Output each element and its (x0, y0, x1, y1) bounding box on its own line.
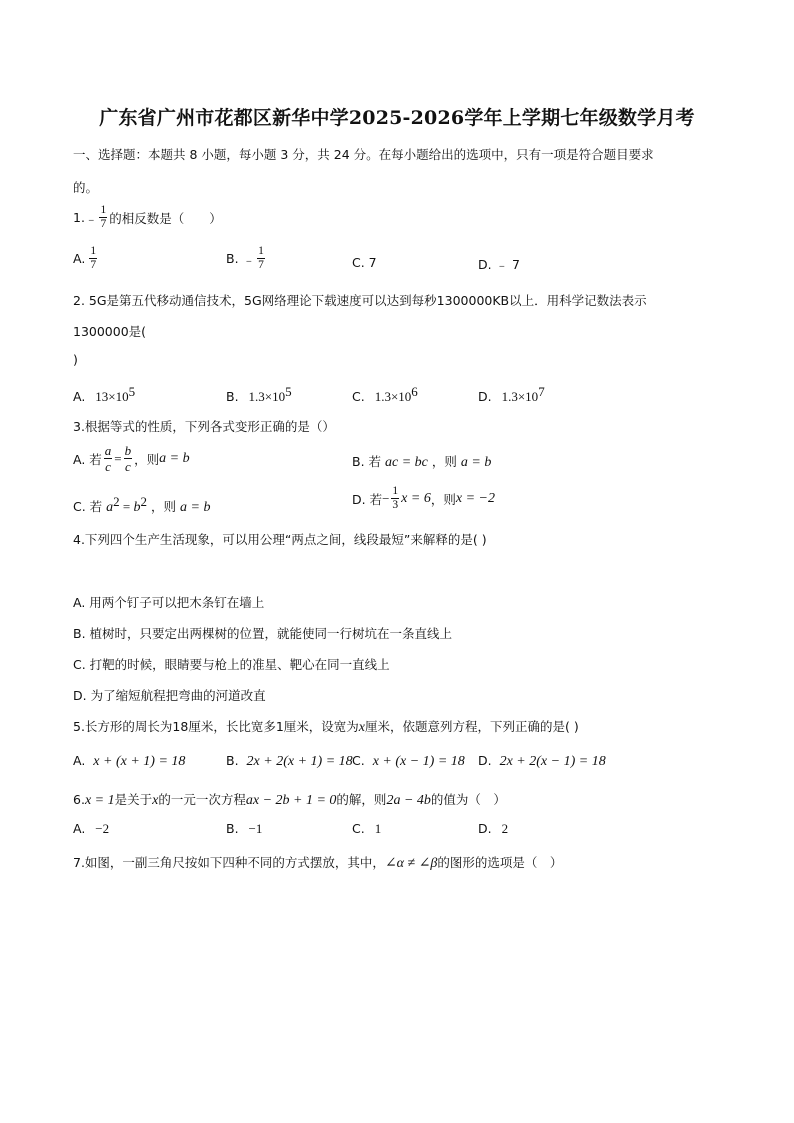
q3-option-c (73, 494, 210, 516)
q1-option-b (226, 245, 267, 272)
q1-option-b-neg: ﹣ (242, 251, 256, 267)
q3-option-b-label: B. 若 (352, 454, 382, 469)
q3-option-a-den1: c (105, 459, 111, 474)
q3-option-d-cond: x = 6 (401, 490, 431, 506)
q1-frac-den: 7 (100, 218, 107, 230)
q2-option-c-label: C. (352, 389, 365, 404)
q5-option-d-expr: 2x + 2(x − 1) = 18 (499, 754, 606, 769)
section-heading-line1: 一、选择题：本题共 8 小题，每小题 3 分，共 24 分。在每小题给出的选项中，只有一项是符合题目要求 (73, 147, 654, 162)
q3-option-d-then: ，则 (430, 491, 456, 507)
q6-option-d (478, 821, 508, 837)
question-2-line1: 2. 5G是第五代移动通信技术，5G网络理论下载速度可以达到每秒1300000KB以上．用科学记数法表示 (73, 293, 647, 308)
q3-option-a-num2: b (124, 443, 132, 458)
q2-option-b (226, 384, 292, 405)
q1-number: 1. (73, 210, 85, 225)
question-3-stem: 3.根据等式的性质，下列各式变形正确的是（） (73, 419, 335, 434)
q3-option-d (352, 485, 495, 512)
q1-option-a (73, 245, 99, 272)
q5-option-b (226, 753, 353, 770)
q3-option-a-frac2 (124, 443, 133, 474)
q7-stem-post: 的图形的选项是（ ） (437, 855, 563, 870)
q5-option-c-label: C. (352, 753, 365, 768)
q1-option-d: D. ﹣ 7 (478, 257, 520, 272)
q6-option-b-label: B. (226, 821, 239, 836)
q2-option-c (352, 384, 418, 405)
question-5-stem (73, 717, 579, 736)
q6-mid1: 是关于 (114, 792, 153, 807)
q4-option-c: C. 打靶的时候，眼睛要与枪上的准星、靶心在同一直线上 (73, 657, 390, 672)
q6-cond: x = 1 (84, 793, 115, 808)
question-2-line3: ) (73, 352, 78, 367)
q6-suffix: 的值为（ ） (430, 792, 506, 807)
q5-option-a (73, 753, 185, 770)
q6-option-c-label: C. (352, 821, 365, 836)
q6-option-b-value: −1 (248, 821, 263, 836)
q1-option-a-fraction (89, 245, 97, 272)
q2-option-b-label: B. (226, 389, 239, 404)
q3-option-d-result: x = −2 (455, 490, 495, 506)
q4-option-a: A. 用两个钉子可以把木条钉在墙上 (73, 595, 265, 610)
q6-mid3: 的解，则 (336, 792, 387, 807)
q2-option-d (478, 384, 545, 405)
q4-option-b: B. 植树时，只要定出两棵树的位置，就能使同一行树坑在一条直线上 (73, 626, 453, 641)
question-1-stem (73, 204, 222, 231)
q6-equation: ax − 2b + 1 = 0 (245, 793, 337, 808)
q3-option-c-exp-b: 2 (140, 494, 148, 509)
q3-option-d-label: D. 若 (352, 491, 383, 507)
q1-frac-num: 1 (100, 204, 107, 216)
q1-neg-sign: ﹣ (84, 210, 98, 226)
q7-angle-expr: ∠α ≠ ∠β (384, 856, 438, 871)
page-title: 广东省广州市花都区新华中学2025-2026学年上学期七年级数学月考 (99, 107, 695, 129)
q6-mid2: 的一元一次方程 (158, 792, 246, 807)
q3-option-d-neg: − (382, 490, 390, 506)
q5-option-b-expr: 2x + 2(x + 1) = 18 (246, 754, 353, 769)
question-4-stem: 4.下列四个生产生活现象，可以用公理“两点之间，线段最短”来解释的是( ) (73, 532, 487, 547)
q5-option-c-expr: x + (x − 1) = 18 (372, 754, 465, 769)
q3-option-a-label: A. 若 (73, 451, 102, 467)
q2-option-a-base: 13×10 (95, 389, 129, 404)
q1-option-a-den: 7 (90, 259, 97, 271)
q1-option-b-fraction (257, 245, 265, 272)
q3-option-c-eq: = (119, 499, 134, 514)
q6-option-d-label: D. (478, 821, 492, 836)
q3-option-c-exp-a: 2 (113, 494, 120, 509)
q3-option-b-cond: ac = bc (385, 455, 428, 470)
q6-expression: 2a − 4b (386, 793, 431, 808)
q3-option-b-then: ，则 (431, 454, 457, 469)
q3-option-d-num: 1 (392, 485, 399, 497)
q3-option-b (352, 452, 491, 471)
q2-option-d-base: 1.3×10 (501, 389, 539, 404)
q2-option-a-exp: 5 (128, 384, 136, 399)
q3-option-d-fraction (391, 485, 399, 512)
question-2-line2: 1300000是( (73, 324, 147, 339)
q5-option-d (478, 753, 606, 770)
q5-option-b-label: B. (226, 753, 239, 768)
q3-option-a-num1: a (104, 443, 112, 458)
q6-option-b (226, 821, 262, 837)
q6-variable: x (152, 793, 159, 808)
q4-option-d: D. 为了缩短航程把弯曲的河道改直 (73, 688, 266, 703)
q5-option-c (352, 753, 465, 770)
q2-option-d-label: D. (478, 389, 492, 404)
q6-prefix: 6. (73, 792, 85, 807)
q3-option-c-b: b (133, 500, 141, 515)
section-heading-line2: 的。 (73, 180, 99, 195)
question-6-stem (73, 790, 506, 809)
q1-suffix: 的相反数是（ ） (109, 210, 222, 226)
q5-stem-pre: 5.长方形的周长为18厘米，长比宽多1厘米，设宽为 (73, 719, 359, 734)
q3-option-c-then: ，则 (151, 499, 177, 514)
q3-option-c-result: a = b (180, 500, 211, 515)
q1-option-b-den: 7 (258, 259, 264, 271)
q6-option-c (352, 821, 381, 837)
q2-option-c-exp: 6 (411, 384, 418, 399)
q3-option-c-a: a (106, 500, 114, 515)
q2-option-a-label: A. (73, 389, 86, 404)
q5-stem-post: 厘米，依题意列方程，下列正确的是( ) (365, 719, 579, 734)
q5-option-a-expr: x + (x + 1) = 18 (93, 754, 186, 769)
q3-option-c-label: C. 若 (73, 499, 103, 514)
q3-option-a-eq: = (114, 450, 122, 466)
q6-option-d-value: 2 (501, 821, 509, 836)
q3-option-d-den: 3 (392, 499, 399, 511)
q3-option-a-frac1 (104, 443, 113, 474)
q3-option-a-then: ，则 (134, 451, 160, 467)
q1-option-a-label: A. (73, 251, 86, 266)
question-7-stem (73, 853, 562, 872)
q1-option-b-num: 1 (258, 245, 264, 257)
q6-option-a-label: A. (73, 821, 86, 836)
q3-option-a (73, 443, 190, 474)
q2-option-a (73, 384, 135, 405)
q5-option-a-label: A. (73, 753, 86, 768)
q6-option-c-value: 1 (374, 821, 382, 836)
q6-option-a-value: −2 (95, 821, 110, 836)
q1-option-a-num: 1 (90, 245, 97, 257)
q3-option-a-den2: c (124, 459, 131, 474)
q2-option-b-base: 1.3×10 (248, 389, 286, 404)
q5-variable: x (358, 720, 366, 735)
q2-option-b-exp: 5 (285, 384, 292, 399)
q2-option-d-exp: 7 (538, 384, 545, 399)
q7-stem-pre: 7.如图，一副三角尺按如下四种不同的方式摆放，其中， (73, 855, 385, 870)
q1-option-c: C. 7 (352, 255, 377, 270)
q5-option-d-label: D. (478, 753, 492, 768)
q1-fraction (99, 204, 107, 231)
q1-option-b-label: B. (226, 251, 239, 266)
q6-option-a (73, 821, 109, 837)
q3-option-b-result: a = b (460, 455, 492, 470)
q3-option-a-result: a = b (159, 450, 190, 466)
q2-option-c-base: 1.3×10 (374, 389, 412, 404)
